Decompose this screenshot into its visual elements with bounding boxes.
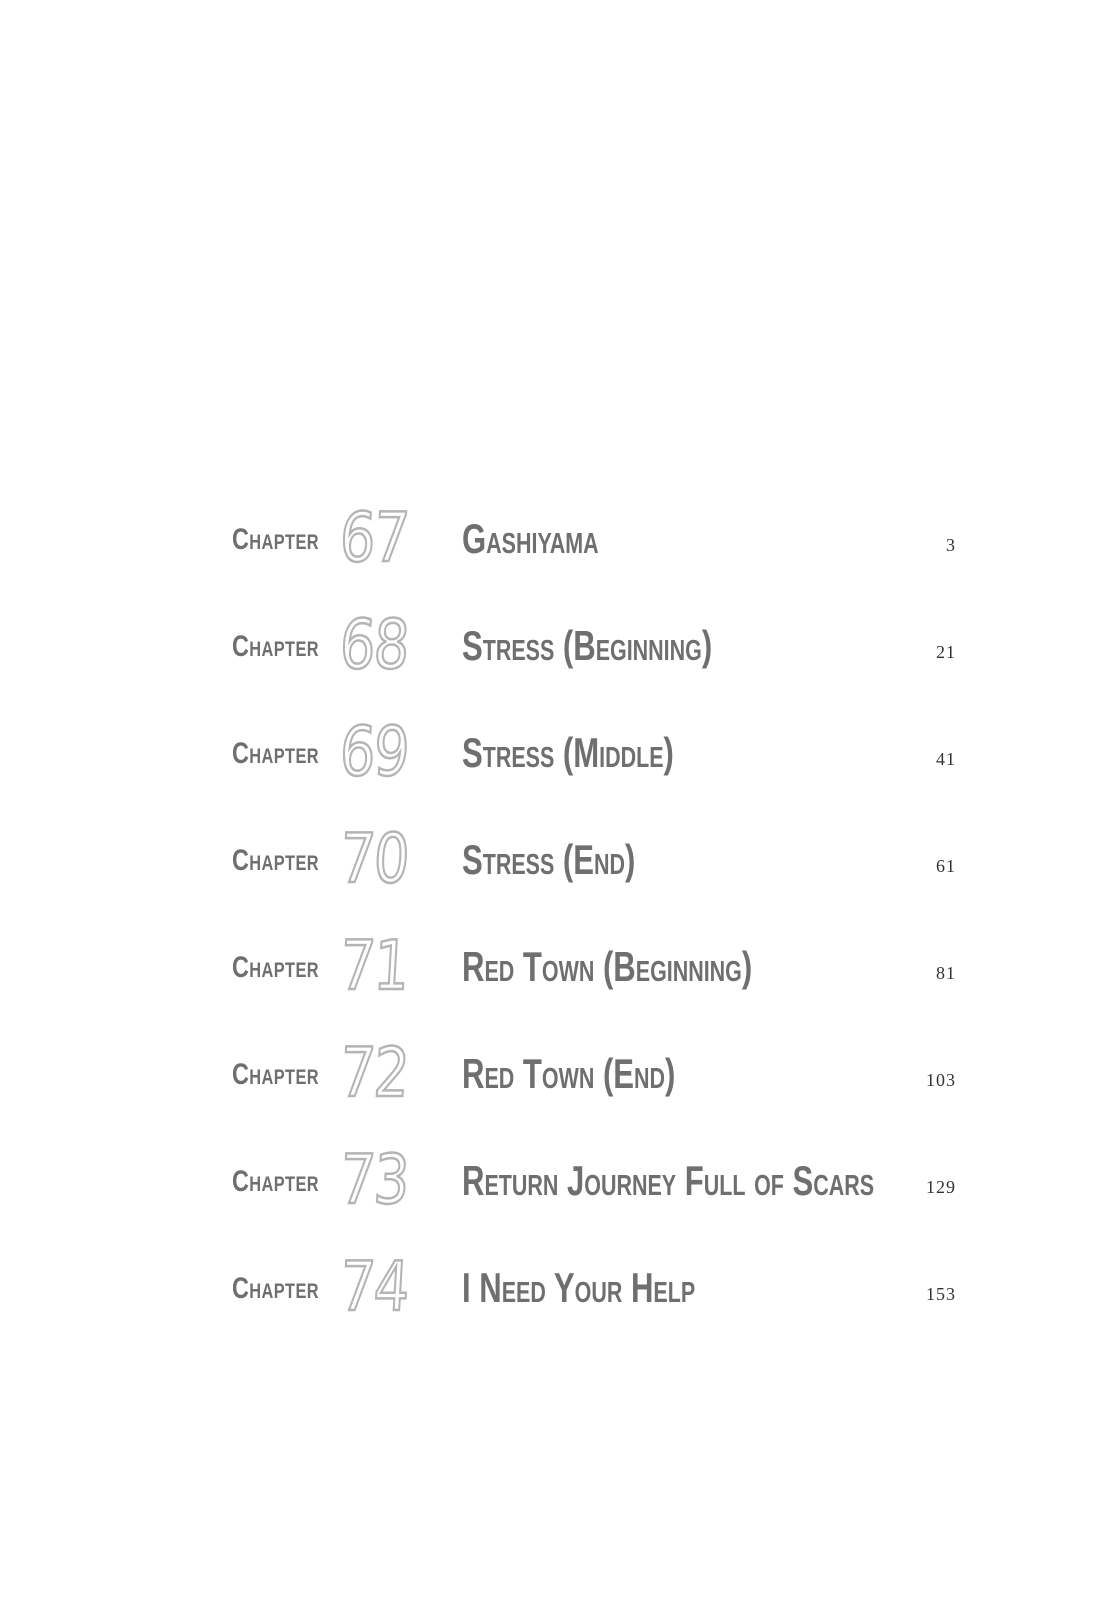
chapter-title: Red Town (Beginning) [462,943,753,990]
toc-entry-68 [0,606,1120,719]
toc-entry-72 [0,1034,1120,1147]
chapter-number: 71 [337,927,410,1006]
chapter-label: Chapter [232,737,319,770]
chapter-page-number: 3 [946,535,956,555]
toc-list [0,499,1120,1361]
chapter-page-number: 129 [926,1177,956,1197]
chapter-number: 67 [337,499,410,578]
chapter-title: Stress (Middle) [462,729,674,776]
chapter-label: Chapter [232,630,319,663]
chapter-title: Red Town (End) [462,1050,676,1097]
chapter-page-number: 61 [936,856,956,876]
chapter-label: Chapter [232,1165,319,1198]
toc-entry-67 [0,499,1120,612]
chapter-number: 70 [337,820,410,899]
chapter-title: Stress (Beginning) [462,622,713,669]
toc-entry-74 [0,1248,1120,1361]
chapter-label: Chapter [232,1058,319,1091]
toc-entry-69 [0,713,1120,826]
chapter-page-number: 81 [936,963,956,983]
chapter-title: Stress (End) [462,836,636,883]
chapter-label: Chapter [232,523,319,556]
chapter-number: 72 [337,1034,410,1113]
chapter-number: 69 [337,713,410,792]
chapter-page-number: 21 [936,642,956,662]
toc-entry-70 [0,820,1120,933]
chapter-page-number: 103 [926,1070,956,1090]
chapter-title: I Need Your Help [462,1264,696,1311]
chapter-number: 74 [337,1248,410,1327]
chapter-page-number: 41 [936,749,956,769]
chapter-label: Chapter [232,844,319,877]
toc-entry-71 [0,927,1120,1040]
chapter-label: Chapter [232,1272,319,1305]
chapter-page-number: 153 [926,1284,956,1304]
chapter-number: 68 [337,606,410,685]
chapter-label: Chapter [232,951,319,984]
chapter-title: Gashiyama [462,515,599,562]
chapter-title: Return Journey Full of Scars [462,1157,875,1204]
toc-entry-73 [0,1141,1120,1254]
chapter-number: 73 [337,1141,410,1220]
